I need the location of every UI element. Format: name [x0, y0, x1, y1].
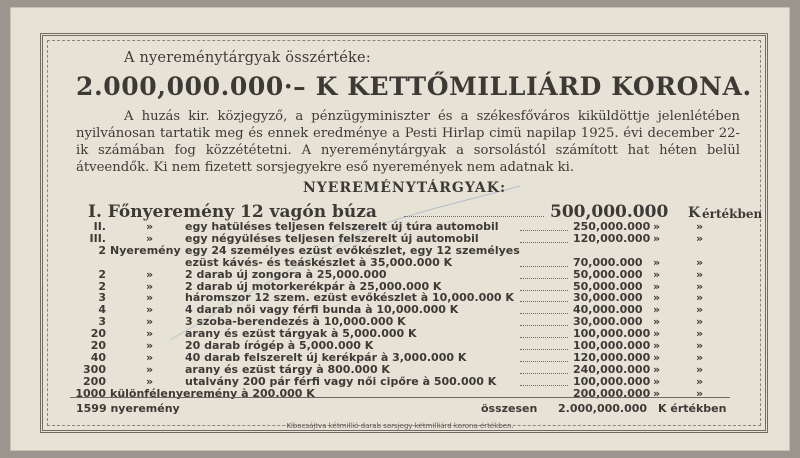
ditto-mark: » [696, 267, 704, 281]
ditto-mark: » [696, 279, 704, 293]
headline-total-value: 2.000,000.000·– K KETTŐMILLIÁRD KORONA. [76, 72, 752, 101]
ditto-mark: » [696, 362, 704, 376]
ditto-mark: » [696, 231, 704, 245]
ditto-mark: » [653, 220, 661, 233]
prize-mark: » [146, 327, 154, 341]
prize-row [0, 257, 800, 269]
ditto-mark: » [653, 279, 661, 293]
prize-count: 2 [98, 243, 106, 257]
prize-count: 4 [98, 303, 106, 317]
prize-description: egy 24 személyes ezüst evőkészlet, egy 12 személyes [185, 243, 520, 257]
prize-row [0, 328, 800, 340]
prize-mark: » [146, 220, 154, 233]
dotted-leader [520, 290, 568, 291]
ditto-mark: » [653, 303, 661, 317]
prize-mark: különféle [110, 386, 168, 400]
prize-mark: » [146, 231, 154, 245]
prize-row [0, 352, 800, 364]
prize-count: 2 [98, 279, 106, 293]
dotted-leader [520, 230, 568, 231]
dotted-leader [520, 325, 568, 326]
prize-amount: 100,000.000 [573, 327, 651, 341]
prize-count: 3 [98, 315, 106, 329]
prize-description: 20 darab írógép à 5,000.000 K [185, 339, 374, 352]
prize-count: 20 [90, 339, 106, 352]
prize-amount: 30,000.000 [573, 315, 643, 329]
prize-mark: Nyeremény [110, 243, 181, 257]
draw-information-paragraph [76, 108, 740, 176]
prize-row [0, 364, 800, 376]
total-rule [70, 397, 730, 398]
dotted-leader [520, 242, 568, 243]
prize-description: egy négyüléses teljesen felszerelt új automobil [185, 231, 479, 245]
ditto-mark: » [653, 339, 661, 352]
prize-count: 20 [90, 327, 106, 341]
ditto-mark: » [653, 386, 661, 400]
dotted-leader [520, 337, 568, 338]
prize-description: 2 darab új zongora à 25,000.000 [185, 267, 387, 281]
dotted-leader [520, 349, 568, 350]
prize-count: 2 [98, 267, 106, 281]
dotted-leader [520, 301, 568, 302]
prize-amount: 50,000.000 [573, 267, 643, 281]
prize-description: utalvány 200 pár férfi vagy női cipőre à 500.000 K [185, 374, 497, 388]
prize-mark: » [146, 303, 154, 317]
prize-mark: » [146, 339, 154, 352]
prize-count: II. [93, 220, 106, 233]
ditto-mark: » [653, 267, 661, 281]
prize-mark: » [146, 279, 154, 293]
prize-description: ezüst kávés- és teáskészlet à 35,000.000 K [185, 255, 453, 269]
prize-mark: » [146, 291, 154, 305]
ditto-mark: » [696, 255, 704, 269]
prize-description: 4 darab női vagy férfi bunda à 10,000.000 K [185, 303, 459, 317]
grand-prize-suffix: értékben [702, 207, 763, 221]
total-label: összesen [481, 402, 538, 415]
grand-prize-unit: K [688, 205, 701, 221]
dotted-leader [520, 266, 568, 267]
prize-amount: 250,000.000 [573, 220, 651, 233]
ditto-mark: » [696, 350, 704, 364]
ditto-mark: » [696, 315, 704, 329]
grand-prize-amount: 500,000.000 [550, 202, 669, 222]
prize-row [0, 376, 800, 388]
ditto-mark: » [696, 220, 704, 233]
dotted-leader [520, 313, 568, 314]
prize-description: arany és ezüst tárgy à 800.000 K [185, 362, 390, 376]
dotted-leader [520, 361, 568, 362]
prize-amount: 120,000.000 [573, 231, 651, 245]
dotted-leader [404, 216, 544, 217]
ditto-mark: » [696, 303, 704, 317]
ditto-mark: » [653, 374, 661, 388]
prize-description: egy hatüléses teljesen felszerelt új túra automobil [185, 220, 499, 233]
prize-amount: 200,000.000 [573, 386, 651, 400]
prize-count: 200 [83, 374, 106, 388]
ditto-mark: » [653, 255, 661, 269]
dotted-leader [520, 385, 568, 386]
ditto-mark: » [653, 327, 661, 341]
prize-amount: 100,000.000 [573, 374, 651, 388]
prize-description: arany és ezüst tárgyak à 5,000.000 K [185, 327, 417, 341]
prize-description: nyeremény à 200.000 K [168, 386, 315, 400]
prize-description: háromszor 12 szem. ezüst evőkészlet à 10,000.000 K [185, 291, 514, 305]
issue-footnote: Kibocsájtva kétmillió darab sorsjegy kétmilliárd korona értékben. [286, 422, 514, 430]
prize-count: 40 [90, 350, 106, 364]
prize-mark: » [146, 315, 154, 329]
intro-label: A nyereménytárgyak összértéke: [124, 50, 371, 66]
prize-amount: 70,000.000 [573, 255, 643, 269]
total-count: 1599 nyeremény [76, 402, 180, 415]
prize-count: 1000 [75, 386, 106, 400]
total-amount: 2.000,000.000 [558, 402, 648, 415]
prize-count: III. [89, 231, 106, 245]
prize-row [0, 245, 800, 257]
paragraph-text: A huzás kir. közjegyző, a pénzügyminiszter és a székesfőváros kiküldöttje jelenlétében nyilvánosan tartatik meg és ennek eredménye a Pesti Hirlap cimü napilap 1925. évi december 22-ik számában fog közzététetni. A nyereménytárgyak a sorsolástól számított hat héten belül átveendők. Ki nem fizetett sorsjegyekre eső nyeremények nem adatnak ki. [76, 109, 740, 175]
ditto-mark: » [696, 327, 704, 341]
section-title: NYEREMÉNYTÁRGYAK: [303, 180, 507, 196]
prize-count: 3 [98, 291, 106, 305]
ditto-mark: » [696, 386, 704, 400]
prize-mark: » [146, 362, 154, 376]
prize-description: 3 szoba-berendezés à 10,000.000 K [185, 315, 406, 329]
dotted-leader [520, 373, 568, 374]
ditto-mark: » [696, 339, 704, 352]
prize-description: 40 darab felszerelt új kerékpár à 3,000.000 K [185, 350, 467, 364]
prize-amount: 30,000.000 [573, 291, 643, 305]
ditto-mark: » [696, 291, 704, 305]
prize-count: 300 [83, 362, 106, 376]
ditto-mark: » [696, 374, 704, 388]
prize-mark: » [146, 267, 154, 281]
ditto-mark: » [653, 291, 661, 305]
total-unit: K értékben [658, 402, 727, 415]
prize-amount: 100,000.000 [573, 339, 651, 352]
ditto-mark: » [653, 231, 661, 245]
ditto-mark: » [653, 315, 661, 329]
prize-amount: 120,000.000 [573, 350, 651, 364]
prize-mark: » [146, 374, 154, 388]
ditto-mark: » [653, 350, 661, 364]
grand-prize-label: I. Főnyeremény 12 vagón búza [88, 202, 377, 222]
prize-amount: 50,000.000 [573, 279, 643, 293]
prize-row [0, 269, 800, 281]
prize-amount: 40,000.000 [573, 303, 643, 317]
prize-amount: 240,000.000 [573, 362, 651, 376]
prize-description: 2 darab új motorkerékpár à 25,000.000 K [185, 279, 442, 293]
ditto-mark: » [653, 362, 661, 376]
dotted-leader [520, 278, 568, 279]
prize-mark: » [146, 350, 154, 364]
